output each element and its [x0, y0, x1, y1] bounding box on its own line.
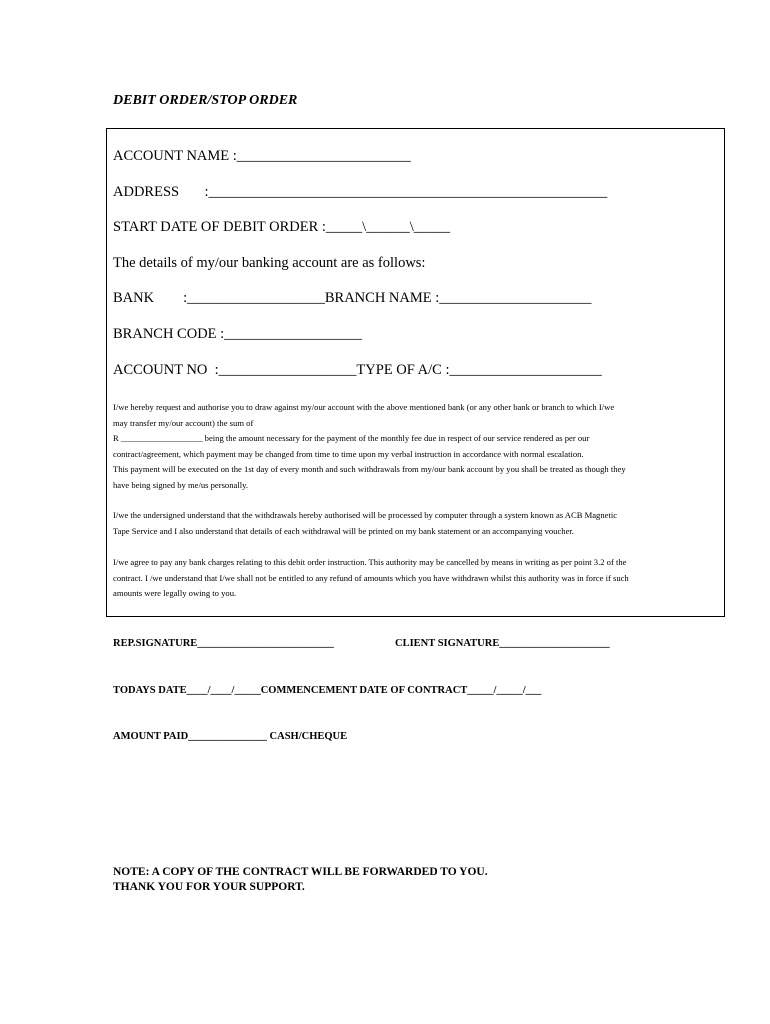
acb-service-paragraph: [113, 508, 718, 539]
thank-you-line: THANK YOU FOR YOUR SUPPORT.: [113, 881, 305, 893]
paragraph-line: contract. I /we understand that I/we shall not be entitled to any refund of amounts which you have withdrawn whilst this authority was in force if such: [113, 572, 629, 583]
bank-charges-paragraph: [113, 555, 718, 602]
account-number-type-field[interactable]: ACCOUNT NO :___________________TYPE OF A/C :_____________________: [113, 362, 602, 378]
paragraph-line: amounts were legally owing to you.: [113, 588, 237, 599]
address-field[interactable]: ADDRESS :_______________________________________________________: [113, 184, 608, 200]
paragraph-line: have being signed by me/us personally.: [113, 479, 249, 490]
rep-signature-field[interactable]: REP.SIGNATURE__________________________: [113, 638, 334, 649]
account-name-field[interactable]: ACCOUNT NAME :________________________: [113, 148, 411, 164]
paragraph-line: R ___________________ being the amount necessary for the payment of the monthly fee due in respect of our service rendered as per our: [113, 433, 590, 444]
authorisation-paragraph: [113, 400, 718, 494]
paragraph-line: I/we agree to pay any bank charges relating to this debit order instruction. This authority may be cancelled by means in writing as per point 3.2 of the: [113, 557, 627, 567]
client-signature-field[interactable]: CLIENT SIGNATURE_____________________: [395, 638, 610, 649]
paragraph-line: I/we the undersigned understand that the withdrawals hereby authorised will be processed by computer through a system known as ACB Magnetic: [113, 510, 618, 520]
form-title: DEBIT ORDER/STOP ORDER: [113, 93, 298, 108]
paragraph-line: Tape Service and I also understand that details of each withdrawal will be printed on my bank statement or an accompanying voucher.: [113, 525, 574, 536]
banking-details-intro: The details of my/our banking account are as follows:: [113, 255, 426, 271]
start-date-field[interactable]: START DATE OF DEBIT ORDER :_____\______\_____: [113, 219, 450, 235]
bank-branch-name-field[interactable]: BANK :___________________BRANCH NAME :_____________________: [113, 290, 592, 306]
paragraph-line: I/we hereby request and authorise you to draw against my/our account with the above mentioned bank (or any other bank or branch to which I/we: [113, 402, 615, 412]
note-line: NOTE: A COPY OF THE CONTRACT WILL BE FORWARDED TO YOU.: [113, 866, 488, 878]
branch-code-field[interactable]: BRANCH CODE :___________________: [113, 326, 362, 342]
paragraph-line: This payment will be executed on the 1st day of every month and such withdrawals from my/our bank account by you shall be treated as though they: [113, 464, 626, 475]
paragraph-line: may transfer my/our account) the sum of: [113, 417, 254, 428]
paragraph-line: contract/agreement, which payment may be changed from time to time upon my verbal instruction in accordance with normal escalation.: [113, 448, 584, 459]
amount-paid-line[interactable]: AMOUNT PAID_______________ CASH/CHEQUE: [113, 731, 348, 742]
dates-line[interactable]: TODAYS DATE____/____/_____COMMENCEMENT DATE OF CONTRACT_____/_____/___: [113, 685, 542, 696]
